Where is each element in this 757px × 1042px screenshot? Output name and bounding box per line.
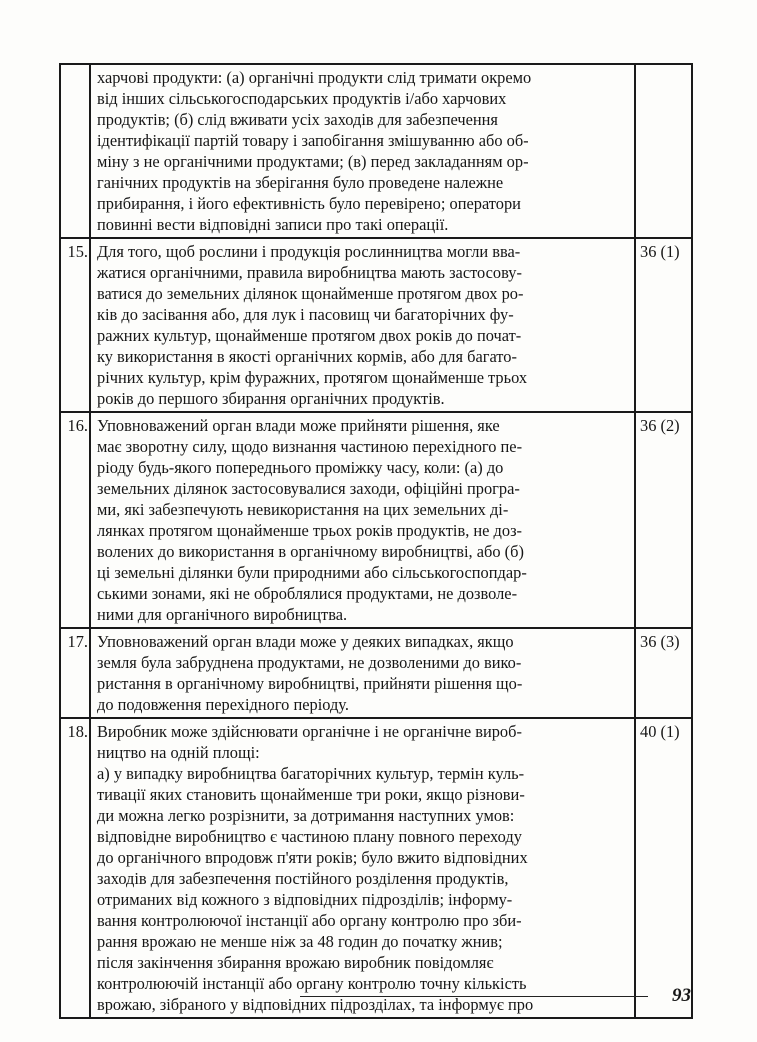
row-reference [635, 64, 692, 238]
text-line: повинні вести відповідні записи про такі операції. [97, 215, 449, 234]
text-line: вання контролюючої інстанції або органу контролю про зби- [97, 911, 522, 930]
row-number: 16. [60, 412, 90, 628]
text-line: річних культур, крім фуражних, протягом щонайменше трьох [97, 368, 528, 387]
row-text [90, 238, 635, 412]
text-line: отриманих від кожного з відповідних підрозділів; інформу- [97, 890, 513, 909]
text-line: ку використання в якості органічних кормів, або для багато- [97, 347, 517, 366]
text-line: заходів для забезпечення постійного розділення продуктів, [97, 869, 509, 888]
table-row [60, 628, 692, 718]
text-line: продуктів; (б) слід вживати усіх заходів для забезпечення [97, 110, 498, 129]
row-number: 18. [60, 718, 90, 1018]
row-number [60, 64, 90, 238]
row-text [90, 628, 635, 718]
row-reference: 36 (3) [635, 628, 692, 718]
text-line: ськими зонами, які не оброблялися продуктами, не дозволе- [97, 584, 518, 603]
text-line: Уповноважений орган влади може прийняти рішення, яке [97, 416, 500, 435]
text-line: ідентифікації партій товару і запобігання змішуванню або об- [97, 131, 529, 150]
text-line: років до першого збирання органічних продуктів. [97, 389, 445, 408]
text-line: харчові продукти: (а) органічні продукти слід тримати окремо [97, 68, 532, 87]
table-row [60, 412, 692, 628]
page-number: 93 [672, 985, 691, 1006]
row-text [90, 64, 635, 238]
text-line: Уповноважений орган влади може у деяких випадках, якщо [97, 632, 514, 651]
table-row [60, 718, 692, 1018]
text-line: ганічних продуктів на зберігання було проведене належне [97, 173, 504, 192]
text-line: від інших сільськогосподарських продуктів і/або харчових [97, 89, 507, 108]
table-row [60, 238, 692, 412]
text-line: врожаю, зібраного у відповідних підрозділах, та інформує про [97, 995, 534, 1014]
row-reference: 36 (1) [635, 238, 692, 412]
row-text [90, 718, 635, 1018]
row-number: 15. [60, 238, 90, 412]
text-line: Виробник може здійснювати органічне і не органічне вироб- [97, 722, 522, 741]
footer-rule [300, 996, 648, 997]
text-line: контролюючій інстанції або органу контролю точну кількість [97, 974, 527, 993]
text-line: Для того, щоб рослини і продукція рослинництва могли вва- [97, 242, 521, 261]
text-line: а) у випадку виробництва багаторічних культур, термін куль- [97, 764, 525, 783]
regulation-table [59, 63, 693, 1019]
text-line: тивації яких становить щонайменше три роки, якщо різнови- [97, 785, 525, 804]
text-line: після закінчення збирання врожаю виробник повідомляє [97, 953, 494, 972]
row-reference: 40 (1) [635, 718, 692, 1018]
text-line: має зворотну силу, щодо визнання частиною перехідного пе- [97, 437, 523, 456]
text-line: відповідне виробництво є частиною плану повного переходу [97, 827, 522, 846]
row-text [90, 412, 635, 628]
text-line: ріоду будь-якого попереднього проміжку часу, коли: (а) до [97, 458, 504, 477]
text-line: жатися органічними, правила виробництва мають застосову- [97, 263, 522, 282]
text-line: ристання в органічному виробництві, прийняти рішення що- [97, 674, 523, 693]
text-line: ми, які забезпечують невикористання на цих земельних ді- [97, 500, 509, 519]
table-row [60, 64, 692, 238]
text-line: ватися до земельних ділянок щонайменше протягом двох ро- [97, 284, 524, 303]
text-line: до органічного впродовж п'яти років; було вжито відповідних [97, 848, 528, 867]
text-line: прибирання, і його ефективність було перевірено; оператори [97, 194, 521, 213]
text-line: волених до використання в органічному виробництві, або (б) [97, 542, 524, 561]
text-line: ництво на одній площі: [97, 743, 260, 762]
text-line: ків до засівання або, для лук і пасовищ чи багаторічних фу- [97, 305, 514, 324]
text-line: до подовження перехідного періоду. [97, 695, 349, 714]
text-line: рання врожаю не менше ніж за 48 годин до початку жнив; [97, 932, 503, 951]
text-line: ражних культур, щонайменше протягом двох років до почат- [97, 326, 522, 345]
text-line: земля була забруднена продуктами, не дозволеними до вико- [97, 653, 522, 672]
row-reference: 36 (2) [635, 412, 692, 628]
text-line: земельних ділянок застосовувалися заходи, офіційні програ- [97, 479, 520, 498]
text-line: ди можна легко розрізнити, за дотримання наступних умов: [97, 806, 515, 825]
text-line: міну з не органічними продуктами; (в) перед закладанням ор- [97, 152, 529, 171]
text-line: лянках протягом щонайменше трьох років продуктів, не доз- [97, 521, 523, 540]
text-line: ці земельні ділянки були природними або сільськогоспопдар- [97, 563, 527, 582]
row-number: 17. [60, 628, 90, 718]
text-line: ними для органічного виробництва. [97, 605, 348, 624]
